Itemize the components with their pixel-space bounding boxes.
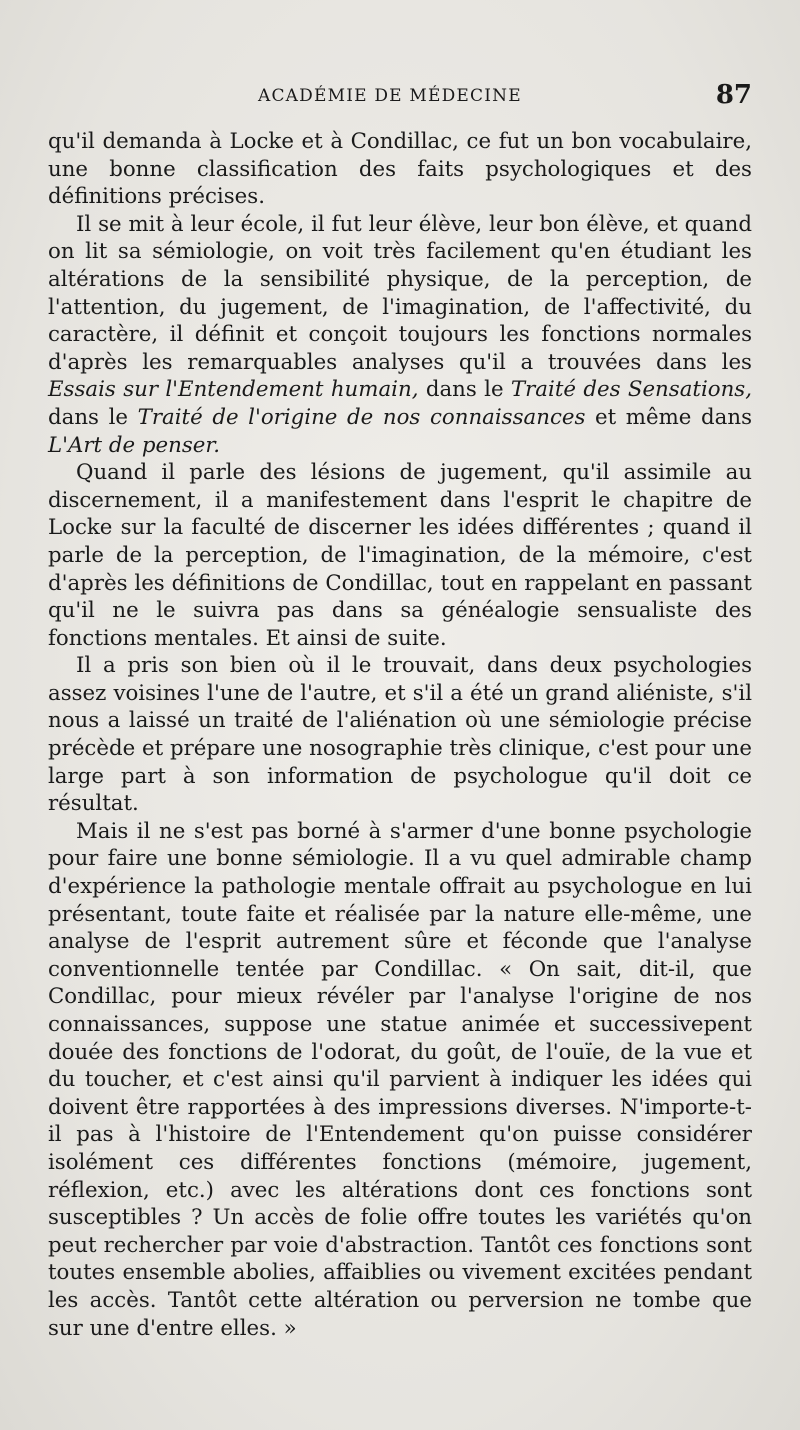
text-run: dans le	[48, 404, 138, 430]
book-title: Essais sur l'Entendement humain,	[48, 377, 419, 403]
paragraph	[48, 459, 752, 652]
text-run: Il a pris son bien où il le trouvait, dans deux psychologies assez voisines l'une de l'autre, et s'il a été un grand aliéniste, s'il nous a laissé un traité de l'aliénation où une sémiologie précise précède et prépare une nosographie très clinique, c'est pour une large part à son information de psychologue qu'il doit ce résultat.	[48, 653, 752, 817]
text-run: Quand il parle des lésions de jugement, qu'il assimile au discernement, il a manifestement dans l'esprit le chapitre de Locke sur la faculté de discerner les idées différentes ; quand il parle de la perception, de l'imagination, de la mémoire, c'est d'après les définitions de Condillac, tout en rappelant en passant qu'il ne le suivra pas dans sa généalogie sensualiste des fonctions mentales. Et ainsi de suite.	[48, 460, 752, 651]
text-run: Il se mit à leur école, il fut leur élève, leur bon élève, et quand on lit sa sémiologie, on voit très facilement qu'en étudiant les altérations de la sensibilité physique, de la perception, de l'attention, du jugement, de l'imagination, de l'affectivité, du caractère, il définit et conçoit toujours les fonctions normales d'après les remarquables analyses qu'il a trouvées dans les	[48, 211, 752, 375]
text-run: et même dans	[585, 404, 752, 430]
body-text	[48, 128, 752, 1342]
running-head: ACADÉMIE DE MÉDECINE	[258, 86, 522, 106]
book-title: L'Art de penser.	[48, 432, 220, 458]
paragraph	[48, 818, 752, 1342]
text-run: dans le	[418, 377, 511, 403]
book-title: Traité de l'origine de nos connaissances	[137, 404, 586, 430]
page-number: 87	[715, 80, 752, 110]
page-header	[48, 82, 760, 116]
text-run: Mais il ne s'est pas borné à s'armer d'une bonne psychologie pour faire une bonne sémiologie. Il a vu quel admirable champ d'expérience la pathologie mentale offrait au psychologue en lui présentant, toute faite et réalisée par la nature elle-même, une analyse de l'esprit autrement sûre et féconde que l'analyse conventionnelle tentée par Condillac. « On sait, dit-il, que Condillac, pour mieux révéler par l'analyse l'origine de nos connaissances, suppose une statue animée et successivepent douée des fonctions de l'odorat, du goût, de l'ouïe, de la vue et du toucher, et c'est ainsi qu'il parvient à indiquer les idées qui doivent être rapportées à des impressions diverses. N'importe-t-il pas à l'histoire de l'Entendement qu'on puisse considérer isolément ces différentes fonctions (mémoire, jugement, réflexion, etc.) avec les altérations dont ces fonctions sont susceptibles ? Un accès de folie offre toutes les variétés qu'on peut rechercher par voie d'abstraction. Tantôt ces fonctions sont toutes ensemble abolies, affaiblies ou vivement excitées pendant les accès. Tantôt cette altération ou perversion ne tombe que sur une d'entre elles. »	[48, 818, 752, 1341]
paragraph	[48, 128, 752, 211]
paragraph	[48, 211, 752, 459]
text-run: qu'il demanda à Locke et à Condillac, ce fut un bon vocabulaire, une bonne classification des faits psychologiques et des définitions précises.	[48, 129, 752, 210]
book-title: Traité des Sensations,	[510, 377, 752, 403]
paragraph	[48, 652, 752, 818]
